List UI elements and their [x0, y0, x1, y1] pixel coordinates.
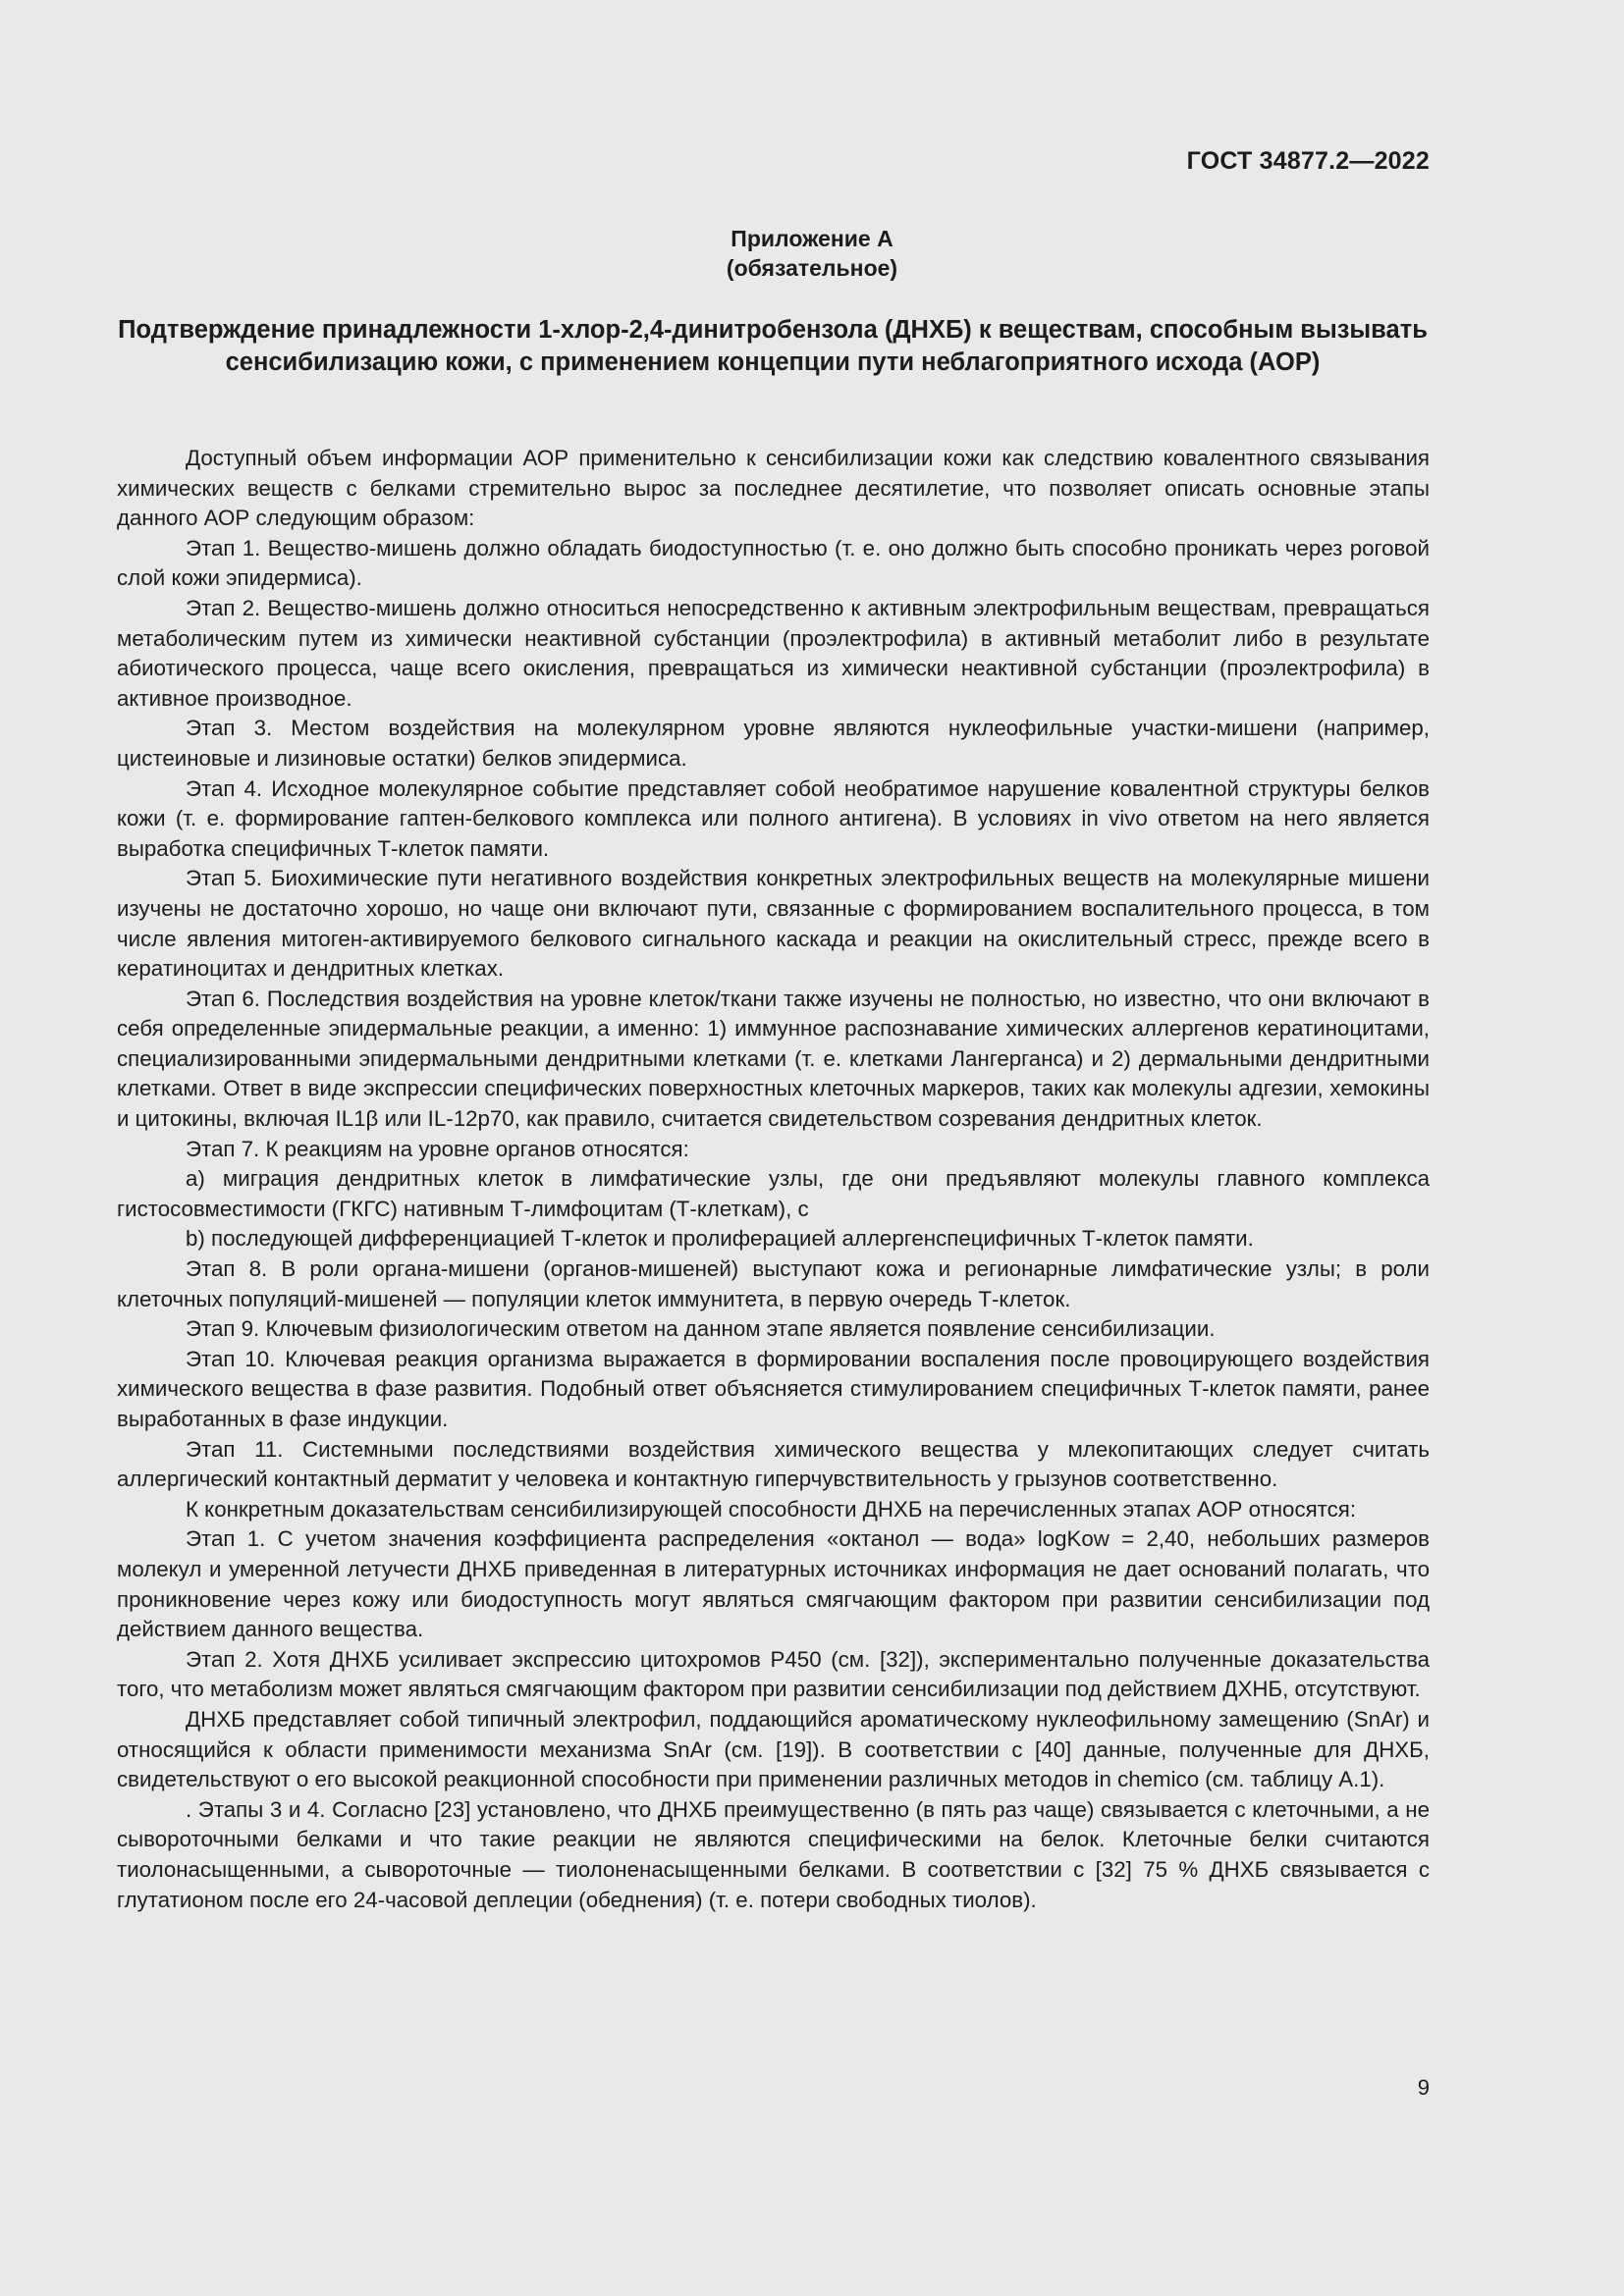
appendix-title: Подтверждение принадлежности 1-хлор-2,4-динитробензола (ДНХБ) к веществам, способным вызывать сенсибилизацию кожи, с применением концепции пути неблагоприятного исхода (АОР) — [118, 316, 1428, 376]
paragraph: Этап 8. В роли органа-мишени (органов-мишеней) выступают кожа и регионарные лимфатические узлы; в роли клеточных популяций-мишеней — популяции клеток иммунитета, в первую очередь Т-клеток. — [117, 1256, 1430, 1311]
paragraph: Этап 2. Хотя ДНХБ усиливает экспрессию цитохромов Р450 (см. [32]), экспериментально полученные доказательства того, что метаболизм может являться смягчающим фактором при развитии сенсибилизации под действием ДХНБ, отсутствуют. — [117, 1646, 1430, 1702]
paragraph: ДНХБ представляет собой типичный электрофил, поддающийся ароматическому нуклеофильному замещению (SnAr) и относящийся к области применимости механизма SnAr (см. [19]). В соответствии с [40] данные, полученные для ДНХБ, свидетельствуют о его высокой реакционной способности при применении различных методов in chemico (см. таблицу А.1). — [117, 1706, 1430, 1792]
paragraph: Этап 3. Местом воздействия на молекулярном уровне являются нуклеофильные участки-мишени (например, цистеиновые и лизиновые остатки) белков эпидермиса. — [117, 716, 1430, 771]
appendix-heading — [0, 224, 1624, 283]
paragraph: Этап 11. Системными последствиями воздействия химического вещества у млекопитающих следует считать аллергический контактный дерматит у человека и контактную гиперчувствительность у грызунов соответственно. — [117, 1436, 1430, 1492]
paragraph: Этап 2. Вещество-мишень должно относиться непосредственно к активным электрофильным веществам, превращаться метаболическим путем из химически неактивной субстанции (проэлектрофила) в активный метаболит либо в результате абиотического процесса, чаще всего окисления, превращаться из химически неактивной субстанции (проэлектрофила) в активное производное. — [117, 595, 1430, 711]
paragraph: a) миграция дендритных клеток в лимфатические узлы, где они предъявляют молекулы главного комплекса гистосовместимости (ГКГС) нативным Т-лимфоцитам (Т-клеткам), с — [117, 1166, 1430, 1221]
paragraph: Этап 1. Вещество-мишень должно обладать биодоступностью (т. е. оно должно быть способно проникать через роговой слой кожи эпидермиса). — [117, 535, 1430, 591]
paragraph: Этап 1. С учетом значения коэффициента распределения «октанол — вода» logKow = 2,40, небольших размеров молекул и умеренной летучести ДНХБ приведенная в литературных источниках информация не дает оснований полагать, что проникновение через кожу или биодоступность могут являться смягчающим фактором при развитии сенсибилизации под действием данного вещества. — [117, 1526, 1430, 1642]
page-number: 9 — [1417, 2075, 1430, 2100]
document-code: ГОСТ 34877.2—2022 — [1186, 147, 1430, 175]
appendix-label: Приложение А — [731, 226, 893, 251]
document-body — [117, 444, 1430, 1915]
paragraph: Этап 4. Исходное молекулярное событие представляет собой необратимое нарушение ковалентной структуры белков кожи (т. е. формирование гаптен-белкового комплекса или полного антигена). В условиях in vivo ответом на него является выработка специфичных Т-клеток памяти. — [117, 775, 1430, 861]
paragraph: . Этапы 3 и 4. Согласно [23] установлено, что ДНХБ преимущественно (в пять раз чаще) связывается с клеточными, а не сывороточными белками и что такие реакции не являются специфическими на белок. Клеточные белки считаются тиолонасыщенными, а сывороточные — тиолоненасыщенными белками. В соответствии с [32] 75 % ДНХБ связывается с глутатионом после его 24-часовой деплеции (обеднения) (т. е. потери свободных тиолов). — [117, 1796, 1430, 1912]
appendix-status: (обязательное) — [726, 255, 898, 281]
paragraph: К конкретным доказательствам сенсибилизирующей способности ДНХБ на перечисленных этапах АОР относятся: — [186, 1496, 1357, 1522]
paragraph: Этап 9. Ключевым физиологическим ответом на данном этапе является появление сенсибилизации. — [186, 1316, 1216, 1342]
paragraph: Этап 10. Ключевая реакция организма выражается в формировании воспаления после провоцирующего воздействия химического вещества в фазе развития. Подобный ответ объясняется стимулированием специфичных Т-клеток памяти, ранее выработанных в фазе индукции. — [117, 1346, 1430, 1431]
paragraph: b) последующей дифференциацией Т-клеток и пролиферацией аллергенспецифичных Т-клеток памяти. — [186, 1226, 1254, 1252]
paragraph: Этап 5. Биохимические пути негативного воздействия конкретных электрофильных веществ на молекулярные мишени изучены не достаточно хорошо, но чаще они включают пути, связанные с формированием воспалительного процесса, в том числе явления митоген-активируемого белкового сигнального каскада и реакции на окислительный стресс, прежде всего в кератиноцитах и дендритных клетках. — [117, 866, 1430, 982]
paragraph: Этап 7. К реакциям на уровне органов относятся: — [186, 1136, 689, 1161]
paragraph: Этап 6. Последствия воздействия на уровне клеток/ткани также изучены не полностью, но известно, что они включают в себя определенные эпидермальные реакции, а именно: 1) иммунное распознавание химических аллергенов кератиноцитами, специализированными эпидермальными дендритными клетками (т. е. клетками Лангерганса) и 2) дермальными дендритными клетками. Ответ в виде экспрессии специфических поверхностных клеточных маркеров, таких как молекулы адгезии, хемокины и цитокины, включая IL1β или IL-12p70, как правило, считается свидетельством созревания дендритных клеток. — [117, 986, 1430, 1132]
paragraph: Доступный объем информации АОР применительно к сенсибилизации кожи как следствию ковалентного связывания химических веществ с белками стремительно вырос за последнее десятилетие, что позволяет описать основные этапы данного АОР следующим образом: — [117, 446, 1430, 531]
